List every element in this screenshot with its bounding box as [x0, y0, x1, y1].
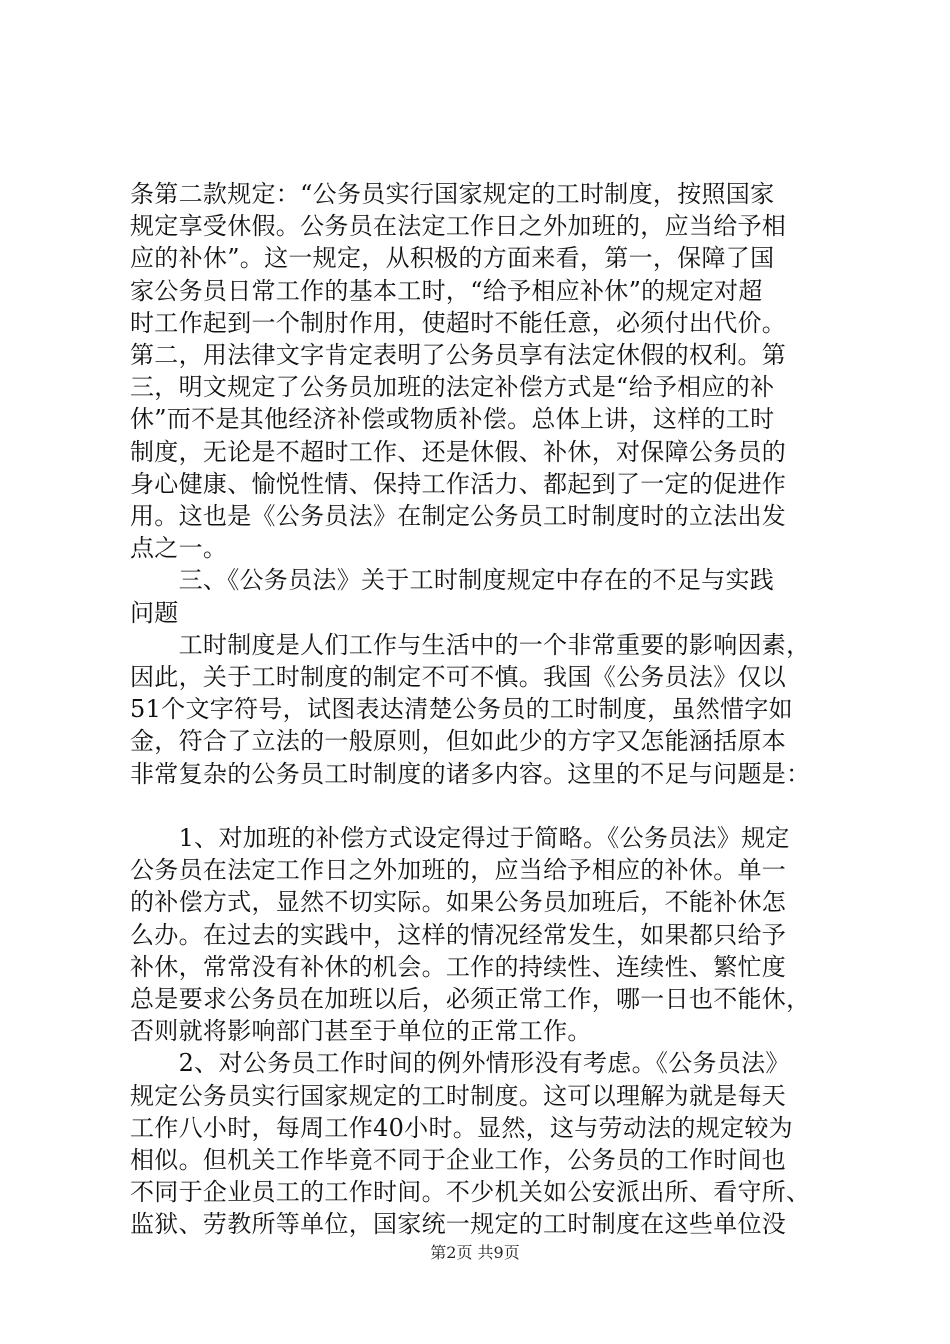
text-line: 51个文字符号，试图表达清楚公务员的工时制度，虽然惜字如 — [130, 695, 793, 724]
text-line: 金，符合了立法的一般原则，但如此少的方字又怎能涵括原本 — [130, 727, 787, 756]
text-line: 休”而不是其他经济补偿或物质补偿。总体上讲，这样的工时 — [130, 405, 775, 434]
text-line: 条第二款规定：“公务员实行国家规定的工时制度，按照国家 — [130, 180, 775, 208]
text-line: 补休，常常没有补休的机会。工作的持续性、连续性、繁忙度 — [130, 952, 787, 981]
text-line: 时工作起到一个制肘作用，使超时不能任意，必须付出代价。 — [130, 308, 787, 337]
text-line: 总是要求公务员在加班以后，必须正常工作，哪一日也不能休， — [130, 985, 811, 1013]
text-line: 身心健康、愉悦性情、保持工作活力、都起到了一定的促进作 — [130, 469, 787, 498]
page-footer: 第2页 共9页 — [430, 1243, 520, 1262]
text-line: 应的补休”。这一规定，从积极的方面来看，第一，保障了国 — [130, 244, 775, 273]
text-line: 问题 — [130, 598, 179, 627]
text-line: 的补偿方式，显然不切实际。如果公务员加班后，不能补休怎 — [130, 888, 787, 917]
text-line: 相似。但机关工作毕竟不同于企业工作，公务员的工作时间也 — [130, 1146, 787, 1174]
text-line: 公务员在法定工作日之外加班的，应当给予相应的补休。单一 — [130, 856, 787, 885]
text-line: 监狱、劳教所等单位，国家统一规定的工时制度在这些单位没 — [130, 1210, 787, 1239]
text-line: 第二，用法律文字肯定表明了公务员享有法定休假的权利。第 — [130, 341, 787, 369]
text-line: 家公务员日常工作的基本工时，“给予相应补休”的规定对超 — [130, 276, 763, 305]
text-line: 工作八小时，每周工作40小时。显然，这与劳动法的规定较为 — [130, 1113, 793, 1142]
text-line: 三，明文规定了公务员加班的法定补偿方式是“给予相应的补 — [130, 373, 775, 402]
text-line: 三、《公务员法》关于工时制度规定中存在的不足与实践 — [130, 566, 775, 595]
text-line: 么办。在过去的实践中，这样的情况经常发生，如果都只给予 — [130, 920, 787, 949]
text-line: 用。这也是《公务员法》在制定公务员工时制度时的立法出发 — [130, 502, 787, 530]
text-line: 点之一。 — [130, 534, 228, 563]
text-line: 制度，无论是不超时工作、还是休假、补休，对保障公务员的 — [130, 437, 787, 466]
text-line: 规定公务员实行国家规定的工时制度。这可以理解为就是每天 — [130, 1081, 787, 1110]
text-line: 因此，关于工时制度的制定不可不慎。我国《公务员法》仅以 — [130, 663, 787, 691]
text-line: 1、对加班的补偿方式设定得过于简略。《公务员法》规定 — [130, 824, 790, 852]
text-line: 否则就将影响部门甚至于单位的正常工作。 — [130, 1017, 592, 1046]
text-line: 2、对公务员工作时间的例外情形没有考虑。《公务员法》 — [130, 1049, 790, 1078]
text-line: 工时制度是人们工作与生活中的一个非常重要的影响因素， — [130, 630, 811, 659]
text-line: 规定享受休假。公务员在法定工作日之外加班的，应当给予相 — [130, 212, 787, 241]
text-line: 非常复杂的公务员工时制度的诸多内容。这里的不足与问题是： — [130, 759, 811, 788]
text-line: 不同于企业员工的工作时间。不少机关如公安派出所、看守所、 — [130, 1178, 811, 1207]
